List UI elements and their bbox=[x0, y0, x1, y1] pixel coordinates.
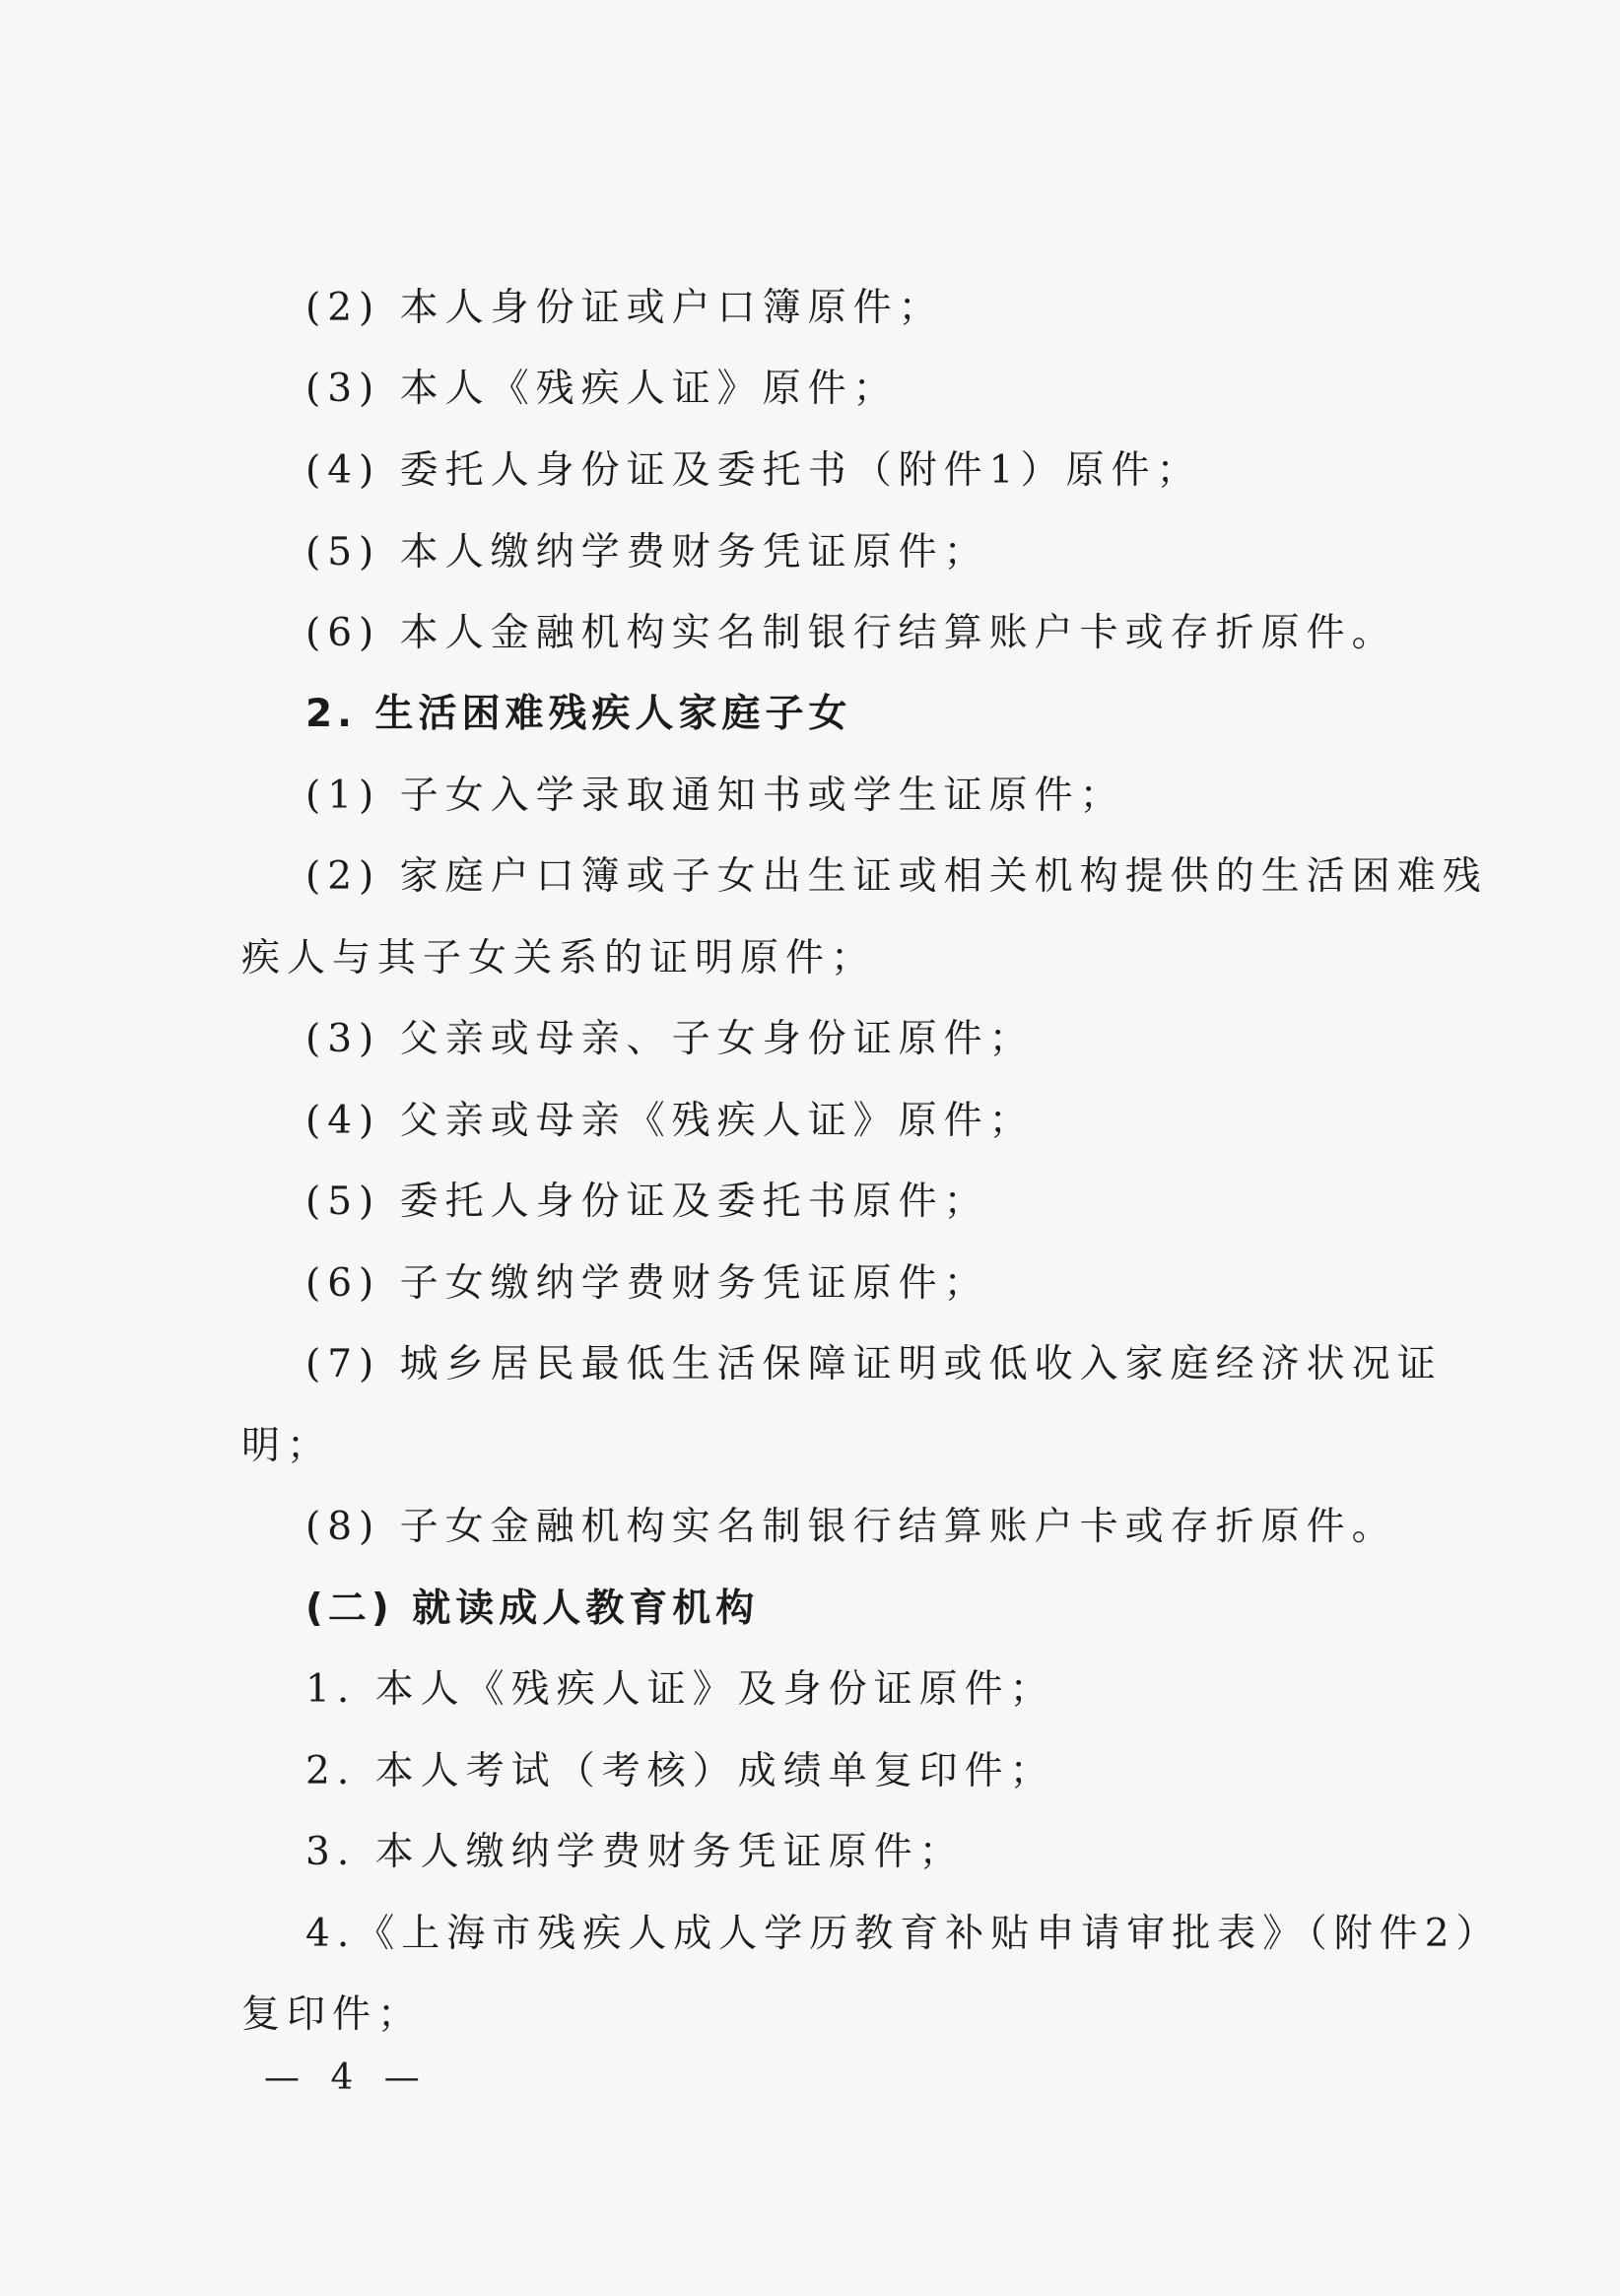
page-number: — 4 — bbox=[264, 2058, 430, 2098]
text-line: 3. 本人缴纳学费财务凭证原件； bbox=[305, 1830, 965, 1874]
text-line: (1) 子女入学录取通知书或学生证原件； bbox=[305, 774, 1125, 818]
text-line: (6) 本人金融机构实名制银行结算账户卡或存折原件。 bbox=[305, 611, 1397, 655]
text-line: 明； bbox=[241, 1424, 333, 1468]
text-line: (4) 父亲或母亲《残疾人证》原件； bbox=[305, 1099, 1035, 1143]
text-line: (6) 子女缴纳学费财务凭证原件； bbox=[305, 1261, 989, 1306]
text-line: 4.《上海市残疾人成人学历教育补贴申请审批表》（附件2） bbox=[305, 1912, 1502, 1956]
text-line: (5) 委托人身份证及委托书原件； bbox=[305, 1180, 989, 1224]
section-heading: 2. 生活困难残疾人家庭子女 bbox=[305, 692, 852, 736]
section-heading: (二) 就读成人教育机构 bbox=[305, 1587, 760, 1631]
text-line: (7) 城乡居民最低生活保障证明或低收入家庭经济状况证 bbox=[305, 1342, 1443, 1386]
text-line: (2) 家庭户口簿或子女出生证或相关机构提供的生活困难残 bbox=[305, 854, 1488, 899]
text-line: (4) 委托人身份证及委托书（附件1）原件； bbox=[305, 448, 1202, 493]
text-line: 疾人与其子女关系的证明原件； bbox=[241, 936, 877, 980]
text-line: 2. 本人考试（考核）成绩单复印件； bbox=[305, 1749, 1055, 1793]
text-line: (3) 本人《残疾人证》原件； bbox=[305, 367, 899, 411]
text-line: 复印件； bbox=[241, 1992, 424, 2037]
text-line: (3) 父亲或母亲、子女身份证原件； bbox=[305, 1017, 1035, 1061]
text-line: (2) 本人身份证或户口簿原件； bbox=[305, 286, 944, 330]
text-line: (5) 本人缴纳学费财务凭证原件； bbox=[305, 530, 989, 574]
text-line: (8) 子女金融机构实名制银行结算账户卡或存折原件。 bbox=[305, 1505, 1397, 1549]
text-line: 1. 本人《残疾人证》及身份证原件； bbox=[305, 1667, 1055, 1712]
